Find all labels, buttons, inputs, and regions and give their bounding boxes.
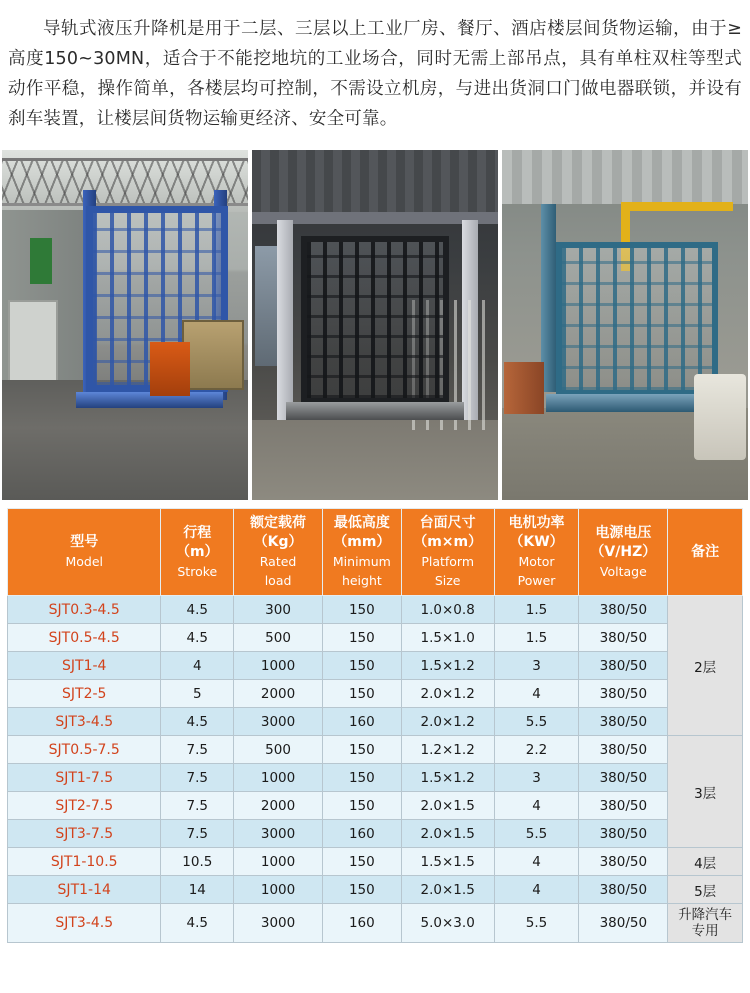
roof-truss — [2, 158, 248, 206]
cell-load: 3000 — [234, 820, 323, 848]
cell-load: 1000 — [234, 848, 323, 876]
table-row — [8, 848, 743, 876]
cell-size: 2.0×1.2 — [401, 680, 494, 708]
col-header-power-en2: Power — [517, 573, 556, 588]
cell-stroke: 7.5 — [161, 792, 234, 820]
cell-height: 150 — [322, 652, 401, 680]
col-header-stroke-en: Stroke — [177, 563, 218, 579]
col-header-motor-power — [494, 509, 579, 596]
cell-size: 1.5×1.2 — [401, 764, 494, 792]
cell-voltage: 380/50 — [579, 876, 668, 904]
col-header-power-en1: Motor — [518, 554, 555, 569]
col-header-load-en1: Rated — [259, 554, 297, 569]
cell-model: SJT1-4 — [8, 652, 161, 680]
table-header-row — [8, 509, 743, 596]
cell-model: SJT3-4.5 — [8, 708, 161, 736]
cell-voltage: 380/50 — [579, 624, 668, 652]
floor — [252, 420, 498, 500]
cell-load: 500 — [234, 624, 323, 652]
cell-size: 1.5×1.0 — [401, 624, 494, 652]
door — [8, 300, 58, 382]
product-photo-strip — [0, 150, 750, 500]
col-header-voltage-cn2: （V/HZ） — [590, 543, 657, 560]
cell-voltage: 380/50 — [579, 792, 668, 820]
table-row — [8, 736, 743, 764]
cell-load: 1000 — [234, 764, 323, 792]
cell-size: 2.0×1.5 — [401, 792, 494, 820]
cell-voltage: 380/50 — [579, 736, 668, 764]
cell-height: 150 — [322, 680, 401, 708]
table-row — [8, 792, 743, 820]
wooden-crate — [182, 320, 244, 390]
cell-model: SJT0.5-4.5 — [8, 624, 161, 652]
cell-stroke: 7.5 — [161, 764, 234, 792]
table-row — [8, 680, 743, 708]
cell-remark-group-2: 3层 — [668, 736, 743, 848]
cell-size: 1.5×1.5 — [401, 848, 494, 876]
table-row — [8, 904, 743, 943]
roof — [502, 150, 748, 204]
col-header-height-en2: height — [341, 573, 382, 588]
cell-height: 150 — [322, 764, 401, 792]
col-header-model — [8, 509, 161, 596]
table-row — [8, 652, 743, 680]
cell-model: SJT2-7.5 — [8, 792, 161, 820]
cell-model: SJT3-7.5 — [8, 820, 161, 848]
forklift — [150, 342, 190, 396]
cell-stroke: 14 — [161, 876, 234, 904]
cell-stroke: 7.5 — [161, 820, 234, 848]
cell-size: 1.5×1.2 — [401, 652, 494, 680]
cell-power: 3 — [494, 652, 579, 680]
col-header-stroke — [161, 509, 234, 596]
specification-table — [7, 508, 743, 943]
col-header-remark-cn: 备注 — [691, 543, 720, 560]
cell-model: SJT2-5 — [8, 680, 161, 708]
roof — [252, 150, 498, 220]
col-header-min-height — [322, 509, 401, 596]
cell-power: 4 — [494, 876, 579, 904]
col-header-rated-load — [234, 509, 323, 596]
cell-voltage: 380/50 — [579, 652, 668, 680]
cell-load: 1000 — [234, 652, 323, 680]
cell-load: 1000 — [234, 876, 323, 904]
cell-power: 1.5 — [494, 624, 579, 652]
cell-size: 1.0×0.8 — [401, 596, 494, 624]
cell-power: 1.5 — [494, 596, 579, 624]
table-row — [8, 624, 743, 652]
product-photo-1 — [2, 150, 248, 500]
cell-size: 2.0×1.5 — [401, 876, 494, 904]
cell-remark-group-1: 2层 — [668, 596, 743, 736]
cell-remark-group-5-line2: 专用 — [691, 923, 719, 939]
col-header-size-en1: Platform — [421, 554, 475, 569]
cell-model: SJT3-4.5 — [8, 904, 161, 943]
cell-model: SJT1-10.5 — [8, 848, 161, 876]
col-header-load-en2: load — [264, 573, 292, 588]
cell-height: 150 — [322, 736, 401, 764]
cell-remark-group-5-line1: 升降汽车 — [678, 907, 733, 923]
cell-stroke: 7.5 — [161, 736, 234, 764]
col-header-height-en1: Minimum — [332, 554, 391, 569]
cell-power: 5.5 — [494, 820, 579, 848]
cell-size: 1.2×1.2 — [401, 736, 494, 764]
col-header-height-cn2: （mm） — [333, 534, 391, 550]
table-row — [8, 764, 743, 792]
cell-model: SJT1-7.5 — [8, 764, 161, 792]
col-header-size-cn1: 台面尺寸 — [419, 515, 476, 531]
lift-cage — [301, 236, 449, 404]
cell-height: 150 — [322, 596, 401, 624]
cell-power: 2.2 — [494, 736, 579, 764]
product-photo-3 — [502, 150, 748, 500]
cell-load: 2000 — [234, 792, 323, 820]
cell-power: 5.5 — [494, 904, 579, 943]
cell-model: SJT0.5-7.5 — [8, 736, 161, 764]
cell-voltage: 380/50 — [579, 848, 668, 876]
cell-power: 4 — [494, 848, 579, 876]
cell-model: SJT1-14 — [8, 876, 161, 904]
cell-voltage: 380/50 — [579, 680, 668, 708]
cell-size: 5.0×3.0 — [401, 904, 494, 943]
cell-voltage: 380/50 — [579, 708, 668, 736]
cell-remark-group-4: 5层 — [668, 876, 743, 904]
col-header-size-cn2: （m×m） — [413, 534, 483, 550]
cell-stroke: 4.5 — [161, 708, 234, 736]
cell-voltage: 380/50 — [579, 820, 668, 848]
table-row — [8, 820, 743, 848]
barrel — [504, 362, 544, 414]
cell-stroke: 4 — [161, 652, 234, 680]
cell-stroke: 5 — [161, 680, 234, 708]
cell-remark-group-5 — [668, 904, 743, 943]
cell-height: 150 — [322, 792, 401, 820]
col-header-remark — [668, 509, 743, 596]
cell-size: 2.0×1.2 — [401, 708, 494, 736]
cell-size: 2.0×1.5 — [401, 820, 494, 848]
col-header-power-cn1: 电机功率 — [508, 515, 565, 531]
bulk-bag — [694, 374, 746, 460]
table-row — [8, 596, 743, 624]
cell-remark-group-3: 4层 — [668, 848, 743, 876]
cell-height: 160 — [322, 904, 401, 943]
cell-height: 160 — [322, 708, 401, 736]
window — [255, 246, 277, 366]
cell-stroke: 4.5 — [161, 904, 234, 943]
table-body — [8, 596, 743, 943]
col-header-load-cn1: 额定载荷 — [250, 515, 307, 531]
col-header-size-en2: Size — [434, 573, 461, 588]
col-header-model-cn: 型号 — [70, 534, 99, 550]
col-header-height-cn1: 最低高度 — [333, 515, 390, 531]
green-panel — [30, 238, 52, 284]
col-header-stroke-cn2: （m） — [176, 543, 219, 560]
cell-power: 4 — [494, 792, 579, 820]
col-header-stroke-cn1: 行程 — [183, 524, 212, 541]
col-header-power-cn2: （KW） — [509, 534, 564, 550]
product-photo-2 — [252, 150, 498, 500]
cell-load: 300 — [234, 596, 323, 624]
col-header-voltage — [579, 509, 668, 596]
col-header-platform-size — [401, 509, 494, 596]
cell-load: 500 — [234, 736, 323, 764]
cell-power: 5.5 — [494, 708, 579, 736]
lift-platform — [286, 402, 463, 420]
cell-voltage: 380/50 — [579, 764, 668, 792]
cell-voltage: 380/50 — [579, 596, 668, 624]
cell-height: 150 — [322, 876, 401, 904]
col-header-voltage-en: Voltage — [599, 563, 647, 579]
table-row — [8, 708, 743, 736]
lift-cage — [556, 242, 718, 396]
cell-voltage: 380/50 — [579, 904, 668, 943]
cell-stroke: 10.5 — [161, 848, 234, 876]
table-row — [8, 876, 743, 904]
product-description: 导轨式液压升降机是用于二层、三层以上工业厂房、餐厅、酒店楼层间货物运输，由于≥高度150~30MN，适合于不能挖地坑的工业场合，同时无需上部吊点，具有单柱双柱等型式动作平稳，操作简单，各楼层均可控制，不需设立机房，与进出货洞口门做电器联锁，并设有刹车装置，让楼层间货物运输更经济、安全可靠。 — [8, 19, 742, 129]
cell-stroke: 4.5 — [161, 596, 234, 624]
col-header-load-cn2: （Kg） — [253, 534, 303, 550]
col-header-model-en: Model — [65, 554, 103, 569]
cell-stroke: 4.5 — [161, 624, 234, 652]
cell-height: 150 — [322, 624, 401, 652]
cell-load: 3000 — [234, 904, 323, 943]
cell-power: 3 — [494, 764, 579, 792]
cell-height: 160 — [322, 820, 401, 848]
cell-power: 4 — [494, 680, 579, 708]
cell-model: SJT0.3-4.5 — [8, 596, 161, 624]
col-header-voltage-cn1: 电源电压 — [595, 524, 652, 541]
cell-height: 150 — [322, 848, 401, 876]
cell-load: 2000 — [234, 680, 323, 708]
cell-load: 3000 — [234, 708, 323, 736]
